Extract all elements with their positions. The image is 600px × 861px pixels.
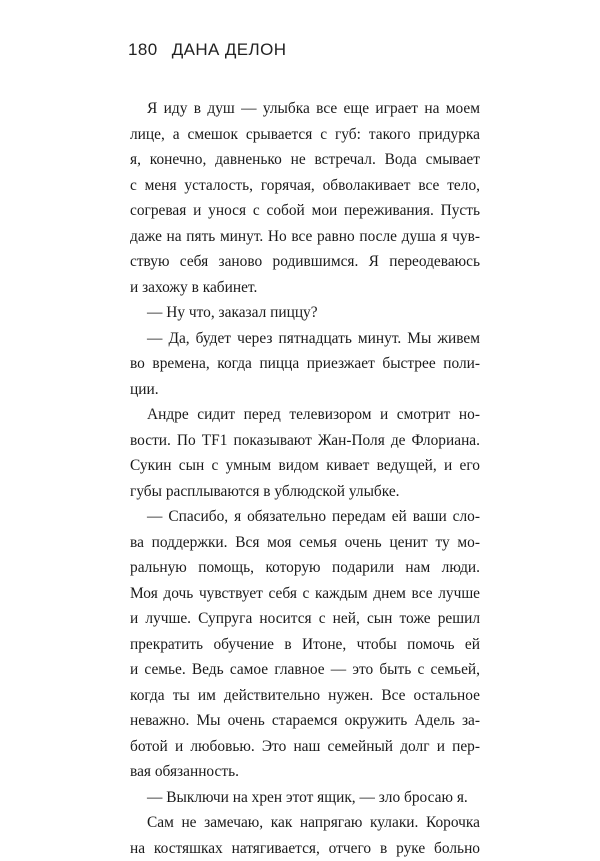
text-line: — Спасибо, я обязательно передам ей ваши сло- <box>130 504 480 530</box>
text-line: и семье. Ведь самое главное — это быть с семьей, <box>130 657 480 683</box>
text-line: и лучше. Супруга носится с ней, сын тоже решил <box>130 606 480 632</box>
text-line: Андре сидит перед телевизором и смотрит но- <box>130 402 480 428</box>
text-line: и захожу в кабинет. <box>130 275 480 301</box>
text-line: ботой и любовью. Это наш семейный долг и пер- <box>130 734 480 760</box>
text-line: на костяшках натягивается, отчего в руке больно <box>130 836 480 861</box>
text-line: Сукин сын с умным видом кивает ведущей, и его <box>130 453 480 479</box>
text-line: Сам не замечаю, как напрягаю кулаки. Корочка <box>130 810 480 836</box>
text-line: неважно. Мы очень стараемся окружить Адель за- <box>130 708 480 734</box>
text-line: — Выключи на хрен этот ящик, — зло бросаю я. <box>130 785 480 811</box>
text-line: вости. По TF1 показывают Жан-Поля де Флориана. <box>130 428 480 454</box>
text-line: ральную помощь, которую подарили нам люди. <box>130 555 480 581</box>
text-line: лице, а смешок срывается с губ: такого придурка <box>130 122 480 148</box>
text-line: ции. <box>130 377 480 403</box>
text-line: Моя дочь чувствует себя с каждым днем все лучше <box>130 581 480 607</box>
author-name: ДАНА ДЕЛОН <box>172 40 287 59</box>
text-line: ствую себя заново родившимся. Я переодеваюсь <box>130 249 480 275</box>
text-line: даже на пять минут. Но все равно после душа я чув- <box>130 224 480 250</box>
text-line: во времена, когда пицца приезжает быстрее поли- <box>130 351 480 377</box>
text-line: Я иду в душ — улыбка все еще играет на моем <box>130 96 480 122</box>
text-line: ва поддержки. Вся моя семья очень ценит ту мо- <box>130 530 480 556</box>
text-line: прекратить обучение в Итоне, чтобы помочь ей <box>130 632 480 658</box>
text-line: когда ты им действительно нужен. Все остальное <box>130 683 480 709</box>
page-number: 180 <box>128 40 158 59</box>
text-line: губы расплываются в ублюдской улыбке. <box>130 479 480 505</box>
text-line: — Ну что, заказал пиццу? <box>130 300 480 326</box>
running-header <box>128 40 286 60</box>
text-line: — Да, будет через пятнадцать минут. Мы живем <box>130 326 480 352</box>
text-line: согревая и унося с собой мои переживания. Пусть <box>130 198 480 224</box>
text-line: с меня усталость, горячая, обволакивает все тело, <box>130 173 480 199</box>
text-line: я, конечно, давненько не встречал. Вода смывает <box>130 147 480 173</box>
text-line: вая обязанность. <box>130 759 480 785</box>
book-text <box>130 96 480 861</box>
